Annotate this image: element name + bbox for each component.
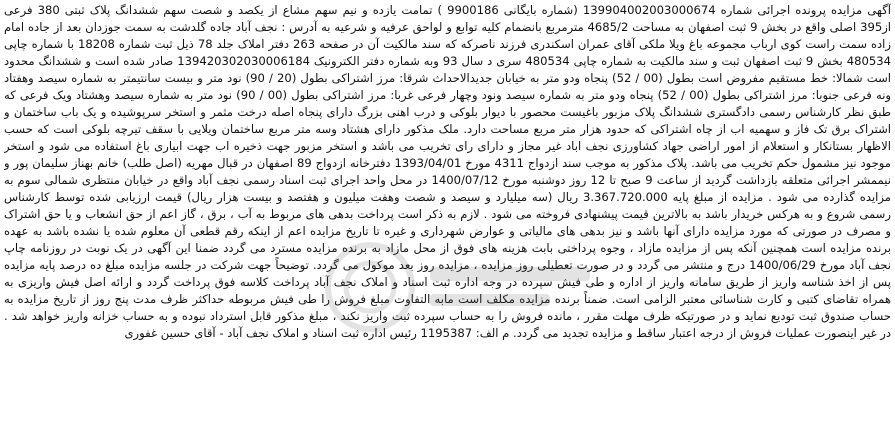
notice-body-text: آگهی مزایده پرونده اجرائی شماره 139904002003000674 (شماره بایگانی 9900186 ) تمامت یازده و نیم سهم مشاع از یکصد و شصت سهم ششدانگ پلاک ثبتی 380 فرعی از395 اصلی واقع در بخش 9 ثبت اصفهان به مساحت 4685/2 مترمربع بانضمام کلیه توابع و لواحق عرفیه و شرعیه به آدرس : نجف آباد جاده گلدشت به سمت جوزدان بعد از جاده امام زاده سمت راست کوی ارباب مجموعه باغ ویلا ملکی آقای عمران اسکندری فرزند ناصرکه که سند مالکیت آن در صفحه 263 دفتر املاک جلد 78 ذیل ثبت شماره 18208 با شماره چاپی 480534 بخش 9 ثبت اصفهان ثبت و سند مالکیت به شماره چاپی 480534 سری د سال 93 وبه شماره دفتر الکترونیک 139420302030006184 صادر شده است و ششدانگ محدود است شمالا: خط مستقیم مفروض است بطول (00 / 52) پنجاه ودو متر به خیابان جدیدالاحداث شرقا: مرز اشتراکی بطول (20 / 90) نود متر و بیست سانتیمتر به شماره سیصد وهفتاد ونه فرعی جنوبا: مرز اشتراکی بطول (00 / 52) پنجاه ودو متر به شماره سیصد ونود وچهار فرعی غربا: مرز اشتراکی بطول (00 / 90) نود متر به شماره سیصد وهشتاد ویک فرعی که طبق نظر کارشناس رسمی دادگستری ششدانگ پلاک مزبور باغیست محصور با دیوار بلوکی و درب اهنی بزرگ دارای پنجاه اصله درخت مثمر و استخر سرپوشیده و یک باب ساختمان و اشتراک برق تک فاز و سهمیه اب از چاه اشتراکی که حدود هزار متر مربع مساحت دارد. ملک مذکور دارای هشتاد وسه متر مربع ساختمان ویلایی با سقف تیرچه بلوکی است که حسب الاظهار بستانکار و استعلام از امور اراضی جهاد کشاورزی نجف اباد غیر مجاز و دارای رای تخریب می باشد و استخر مزبور جهت ذخیره اب جهت ابیاری باغ استفاده می شود و استخر موجود نیز مشمول حکم تخریب می باشد. پلاک مذکور به موجب سند ازدواج 4311 مورخ 1393/04/01 دفترخانه ازدواج 89 اصفهان در قبال مهریه (اصل طلب) خانم بهناز سلیمان پور و نیممشر اجرائی متعلقه بازداشت گردید از ساعت 9 صبح تا 12 روز دوشنبه مورخ 1400/07/12 در محل واحد اجرای ثبت اسناد رسمی نجف آباد واقع در خیابان منتظری شمالی سوم به مزایده گذارده می شود . مزایده از مبلغ پایه 3.367.720.000 ریال (سه میلیارد و سیصد و شصت وهفت میلیون و هفتصد و بیست هزار ریال) قیمت ارزیابی شده توسط کارشناس رسمی شروع و به هرکس خریدار باشد به بالاترین قیمت پیشنهادی فروخته می شود . لازم به ذکر است پرداخت بدهی های مربوط به آب ، برق ، گاز اعم از حق انشعاب و یا حق اشتراک و مصرف در صورتی که مورد مزایده دارای آنها باشد و نیز بدهی های مالیاتی و عوارض شهرداری و غیره تا تاریخ مزایده اعم از اینکه رقم قطعی آن معلوم شده یا نشده باشد به عهده برنده مزایده است همچنین آنکه پس از مزایده مازاد ، وجوه پرداختی بابت هزینه های فوق از محل مازاد به برنده مزایده مسترد می گردد ضمنا این آگهی در یک نوبت در روزنامه چاپ نجف آباد مورخ 1400/06/29 درج و منتشر می گردد و در صورت تعطیلی روز مزایده ، مزایده روز بعد موکول می گردد. توضیحاً جهت شرکت در جلسه مزایده مبلغ ده درصد پایه مزایده پس از اخذ شناسه واریز از طریق سامانه واریز از اداره و طی فیش سپرده در وجه اداره ثبت اسناد و املاک نجف آباد پرداخت کلاسه فوق پرداخت گردد و ارائه اصل فیش واریزی به همراه تقاضای کتبی و کارت شناسائی معتبر الزامی است. ضمناً برنده مزایده مکلف است مابه التفاوت مبلغ فروش را طی فیش مربوطه حداکثر ظرف مدت پنج روز از تاریخ مزایده به حساب صندوق ثبت تودیع نماید و در صورتیکه ظرف مهلت مقرر ، مانده فروش را به حساب سپرده ثبت واریز نکند ، مبلغ مذکور قابل استرداد نبوده و به حساب خزانه واریز خواهد شد . در غیر اینصورت عملیات فروش از درجه اعتبار ساقط و مزایده تجدید می گردد. م الف: 1195387 رئیس اداره ثبت اسناد و املاک نجف آباد - آقای حسین غفوری: [4, 3, 891, 340]
auction-notice-document: [4, 2, 891, 429]
